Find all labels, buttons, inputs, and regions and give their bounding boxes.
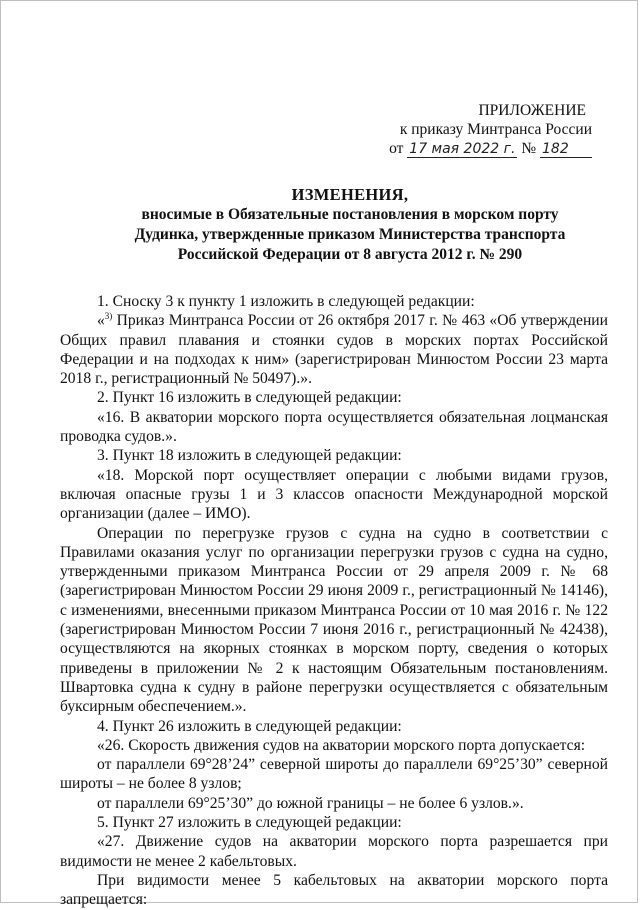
date-prefix: от	[389, 140, 404, 157]
appendix-order-ref: к приказу Минтранса России	[399, 121, 592, 138]
handwritten-date: 17 мая 2022 г.	[409, 141, 516, 157]
paragraph: 2. Пункт 16 изложить в следующей редакции:	[97, 389, 402, 407]
document-heading	[60, 185, 640, 265]
document-body	[60, 292, 608, 910]
paragraph: Операции по перегрузке грузов с судна на судно в соответствии с Правилами оказания услуг по организации перегрузки грузов с судна на судно, утвержденными приказом Минтранса России от 29 апреля 2009 г. № 68 (зарегистрирован Минюстом России 29 июня 2009 г., регистрационный № 14146), с изменениями, внесенными приказом Минтранса России от 10 мая 2016 г. № 122 (зарегистрирован Минюстом России 7 июня 2016 г., регистрационный № 42438), осуществляются на якорных стоянках в морском порту, сведения о которых приведены в приложении № 2 к настоящим Обязательным постановлениям. Швартовка судна к судну в районе перегрузки осуществляется с обязательным буксирным обеспечением.».	[60, 524, 608, 716]
paragraph: 1. Сноску 3 к пункту 1 изложить в следующей редакции:	[97, 293, 475, 310]
heading-title: ИЗМЕНЕНИЯ,	[291, 185, 409, 204]
paragraph: 5. Пункт 27 изложить в следующей редакции:	[97, 814, 402, 832]
heading-subtitle-line-2: Дудинка, утвержденные приказом Министерства транспорта	[134, 226, 566, 243]
paragraph: 4. Пункт 26 изложить в следующей редакции:	[97, 717, 402, 735]
handwritten-number: 182	[540, 141, 592, 158]
paragraph: «16. В акватории морского порта осуществляется обязательная лоцманская проводка судов.».	[60, 408, 608, 446]
paragraph: При видимости менее 5 кабельтовых на акватории морского порта запрещается:	[60, 871, 608, 909]
paragraph: «18. Морской порт осуществляет операции с любыми видами грузов, включая опасные грузы 1 и 3 классов опасности Международной морской организации (далее – ИМО).	[60, 466, 608, 523]
appendix-block	[362, 101, 592, 158]
number-prefix: №	[521, 140, 537, 157]
heading-subtitle-line-1: вносимые в Обязательные постановления в морском порту	[141, 206, 559, 223]
heading-subtitle-line-3: Российской Федерации от 8 августа 2012 г. № 290	[177, 246, 523, 263]
paragraph: «26. Скорость движения судов на акватории морского порта допускается:	[97, 736, 586, 754]
paragraph: от параллели 69°25’30” до южной границы – не более 6 узлов.».	[97, 794, 524, 812]
paragraph: «$^{3)}$ Приказ Минтранса России от 26 октября 2017 г. № 463 «Об утверждении Общих правил плавания и стоянки судов в морских портах Российской Федерации и на подходах к ним» (зарегистрирован Минюстом России 23 марта 2018 г., регистрационный № 50497).».	[60, 311, 608, 388]
paragraph: 3. Пункт 18 изложить в следующей редакции:	[97, 447, 402, 465]
appendix-title: ПРИЛОЖЕНИЕ	[478, 102, 586, 119]
footnote-marker: 3)	[104, 311, 113, 322]
appendix-date-line	[362, 139, 592, 158]
paragraph: от параллели 69°28’24” северной широты до параллели 69°25’30” северной широты – не более 8 узлов;	[60, 756, 608, 793]
paragraph: «27. Движение судов на акватории морского порта разрешается при видимости не менее 2 кабельтовых.	[60, 833, 608, 870]
